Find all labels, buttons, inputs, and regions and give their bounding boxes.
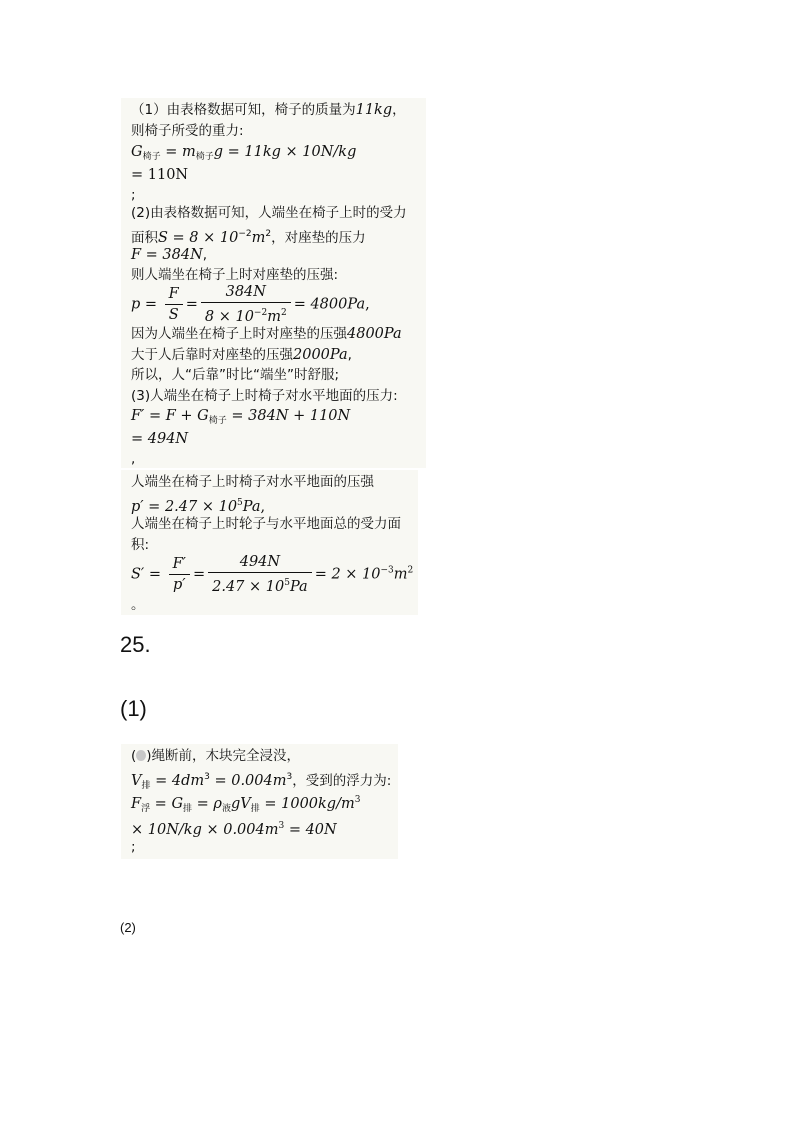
math: = m [160, 144, 196, 160]
fraction-384N [201, 284, 291, 325]
subscript: 排 [183, 804, 193, 814]
math: 8 × 10 [204, 309, 254, 325]
math: F′ = F + G [131, 408, 209, 424]
numerator: F [165, 286, 183, 305]
text: 人端坐在椅子上时轮子与水平地面总的受力面 [131, 516, 401, 532]
line-8 [131, 246, 207, 264]
exponent: −2 [253, 308, 268, 318]
exponent: 2 [407, 565, 414, 576]
subscript: 椅子 [195, 152, 214, 162]
text: ，受到的浮力为: [292, 773, 392, 789]
text: 所以，人“后靠”时比“端坐”时舒服; [131, 367, 340, 383]
math: m [251, 230, 266, 246]
part-1-heading: (1) [120, 696, 147, 721]
line-1 [131, 101, 406, 119]
line-20 [131, 515, 401, 533]
subscript: 浮 [141, 804, 151, 814]
text: , [202, 247, 208, 263]
numerator: F′ [169, 556, 190, 575]
text: (2)由表格数据可知，人端坐在椅子上时的受力 [131, 205, 407, 221]
math: = 384N + 110N [226, 408, 351, 424]
text: 绳断前，木块完全浸没， [151, 748, 301, 764]
text: , [347, 347, 352, 363]
exponent: 3 [286, 772, 293, 782]
text: , [131, 451, 136, 467]
line-18 [131, 473, 374, 491]
math: = G [150, 796, 184, 812]
line-13 [131, 366, 339, 384]
text: , [365, 296, 370, 313]
text: 。 [131, 597, 145, 613]
exponent: 2 [280, 308, 287, 318]
part-2-heading: (2) [120, 920, 136, 935]
exponent: 3 [354, 795, 361, 805]
line-17 [131, 450, 135, 468]
denominator [208, 573, 312, 595]
line-15 [131, 407, 350, 430]
line-b5 [131, 838, 136, 856]
text: ; [131, 187, 136, 203]
line-12 [131, 346, 352, 364]
numerator: 384N [201, 284, 291, 303]
subscript: 椅子 [208, 416, 227, 426]
solution-panel-25 [121, 744, 398, 859]
math: = 1000kg/m [259, 796, 355, 812]
obscured-mark-icon [136, 750, 146, 761]
math: = 4dm [150, 773, 205, 789]
math: 4800Pa [347, 326, 402, 342]
exponent: 2 [265, 229, 272, 239]
text: , [260, 499, 266, 515]
math: p = [131, 296, 162, 313]
math: = ρ [192, 796, 222, 812]
math: F [131, 796, 142, 812]
solution-panel-24a [121, 98, 426, 468]
text: （1）由表格数据可知，椅子的质量为 [131, 102, 356, 118]
math: V [131, 773, 142, 789]
math: = 0.004m [209, 773, 287, 789]
subscript: 排 [141, 781, 151, 791]
exponent: 3 [204, 772, 210, 782]
math: 11kg [355, 102, 393, 118]
solution-panel-24b [121, 470, 418, 615]
math: = 4800Pa [293, 296, 366, 313]
subscript: 排 [250, 804, 260, 814]
subscript: 液 [221, 804, 231, 814]
line-14 [131, 387, 398, 405]
denominator [201, 303, 291, 325]
line-19 [131, 494, 265, 516]
exponent: 3 [278, 821, 285, 831]
line-b1: ( )绳断前，木块完全浸没， [131, 748, 301, 764]
text: 面积 [131, 230, 158, 246]
math: g = 11kg × 10N/kg [213, 144, 357, 160]
line-4 [131, 166, 188, 184]
text: 因为人端坐在椅子上时对座垫的压强 [131, 326, 347, 342]
math: Pa [289, 579, 308, 595]
fraction-F-over-p [169, 556, 190, 593]
text: 则椅子所受的重力: [131, 123, 244, 139]
math: 2000Pa [293, 347, 348, 363]
math: = 2 × 10 [314, 566, 381, 583]
line-21 [131, 536, 149, 554]
exponent: 5 [237, 498, 243, 508]
math: × 10N/kg × 0.004m [131, 822, 279, 838]
exponent: −3 [380, 565, 394, 576]
line-22-fraction: S′ = $\frac{F'}{p'}$ = $\frac{494N}{2.47 \times 10^5Pa}$ = $2 \times 10^{-3}m^2$ [131, 554, 414, 595]
line-10-fraction: p = $\frac{F}{S}$ = $\frac{384N}{8 \times 10^{-2}m^2}$ = 4800Pa, [131, 284, 370, 325]
question-number: 25. [120, 632, 151, 657]
fraction-494N [208, 554, 312, 595]
math: m [267, 309, 281, 325]
line-11 [131, 325, 402, 343]
text: ， [392, 102, 406, 118]
math: F = 384N [131, 247, 203, 263]
line-b3 [131, 791, 360, 818]
math: gV [230, 796, 251, 812]
text: ，对座垫的压力 [271, 230, 366, 246]
math: G [131, 144, 143, 160]
math: = 494N [131, 431, 189, 447]
math: m [393, 566, 408, 583]
line-6 [131, 204, 407, 222]
math: = 110N [131, 167, 189, 183]
text: (3)人端坐在椅子上时椅子对水平地面的压力: [131, 388, 398, 404]
denominator: p′ [172, 577, 186, 593]
line-16 [131, 430, 188, 448]
text: 大于人后靠时对座垫的压强 [131, 347, 293, 363]
text: ; [131, 839, 136, 855]
exponent: −2 [238, 229, 252, 239]
line-5 [131, 186, 136, 204]
line-9 [131, 266, 338, 284]
math: S = 8 × 10 [158, 230, 239, 246]
math: 2.47 × 10 [212, 579, 285, 595]
denominator: S [168, 307, 179, 323]
line-7 [131, 225, 366, 247]
text: 则人端坐在椅子上时对座垫的压强: [131, 267, 339, 283]
line-23 [131, 596, 145, 614]
math: p′ = 2.47 × 10 [131, 499, 238, 515]
numerator: 494N [208, 554, 312, 573]
line-3 [131, 143, 356, 166]
line-2 [131, 122, 244, 140]
text: 积: [131, 537, 150, 553]
text: 人端坐在椅子上时椅子对水平地面的压强 [131, 474, 374, 490]
math: Pa [242, 499, 261, 515]
line-b4 [131, 817, 337, 839]
math: = 40N [284, 822, 337, 838]
fraction-F-over-S [165, 286, 183, 323]
math: S′ = [131, 566, 166, 583]
exponent: 5 [284, 578, 290, 588]
subscript: 椅子 [142, 152, 161, 162]
